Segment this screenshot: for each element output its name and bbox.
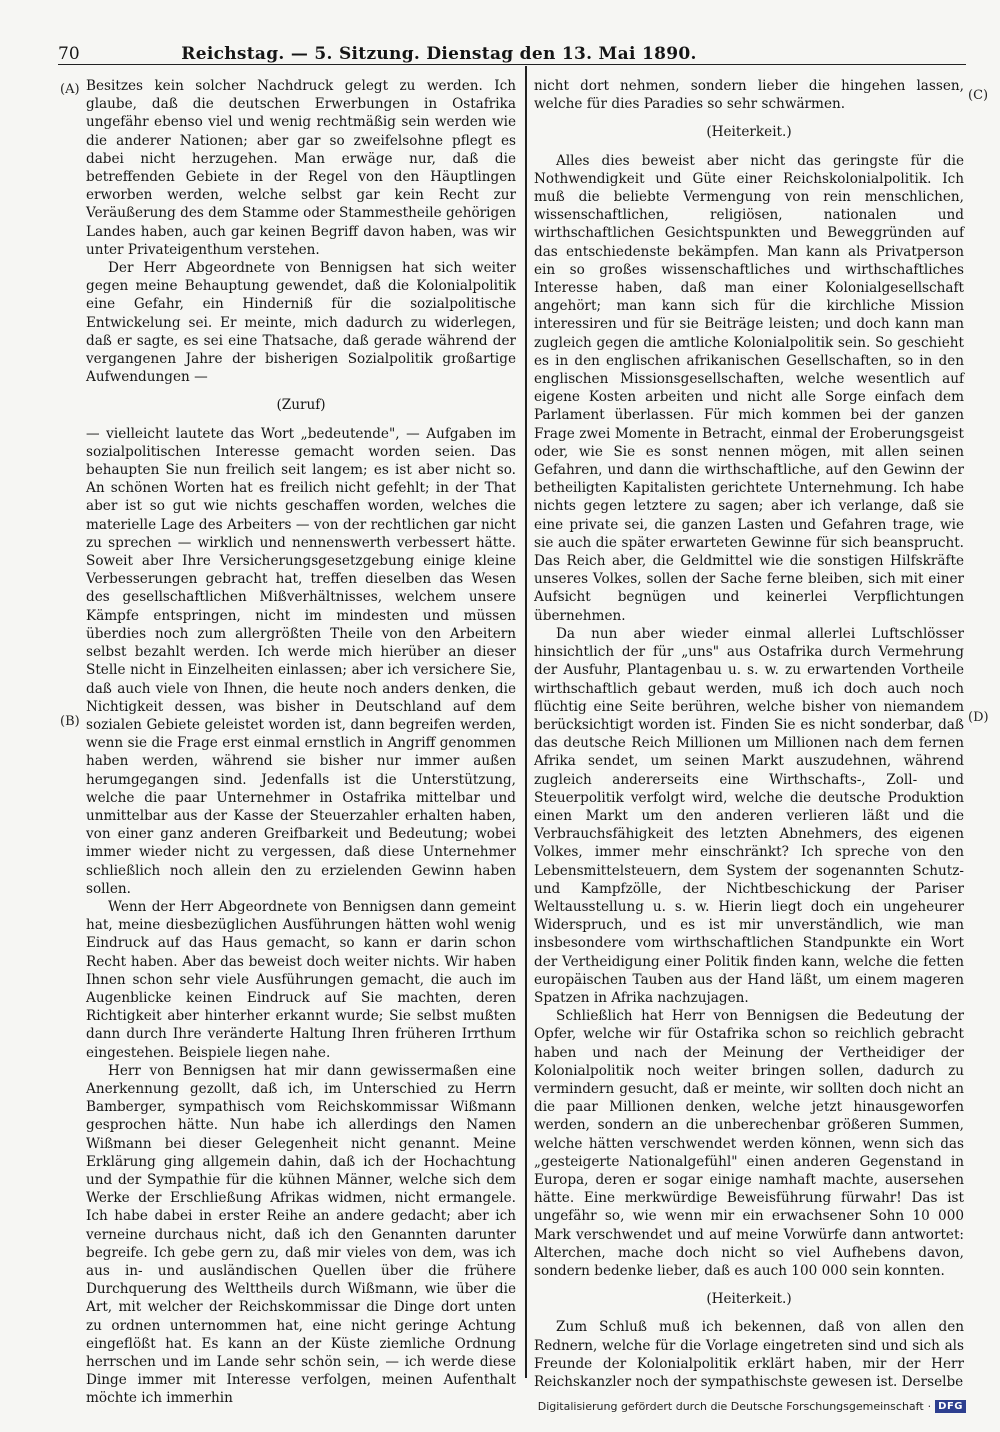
margin-marker-b: (B) <box>60 714 80 729</box>
page-header <box>58 30 760 64</box>
paragraph: Herr von Bennigsen hat mir dann gewissermaßen eine Anerkennung gezollt, daß ich, im Unterschied zu Herrn Bamberger, sympathisch vom Reichskommissar Wißmann gesprochen hätte. Nun habe ich allerdings den Namen Wißmann bei dieser Gelegenheit nicht genannt. Meine Erklärung ging allgemein dahin, daß ich der Hochachtung und der Sympathie für die kühnen Männer, welche sich dem Werke der Erschließung Afrikas widmen, nicht ermangele. Ich habe dabei in erster Reihe an andere gedacht; aber ich verneine durchaus nicht, daß ich den Genannten darunter begreife. Ich gebe gern zu, daß mir vieles von dem, was ich aus in- und ausländischen Quellen über die frühere Durchquerung des Welttheils durch Wißmann, wie über die Art, mit welcher der Reichskommissar die Dinge dort unten zu ordnen unternommen hat, eine nicht geringe Achtung eingeflößt hat. Es kann an der Küste ziemliche Ordnung herrschen und im Lande sehr schön sein, — ich werde diese Dinge immer mit Interesse verfolgen, meinen Aufenthalt möchte ich immerhin <box>86 1062 516 1407</box>
interjection: (Zuruf) <box>276 397 326 414</box>
interjection: (Heiterkeit.) <box>706 1291 792 1308</box>
paragraph: — vielleicht lautete das Wort „bedeutende", — Aufgaben im sozialpolitischen Interesse gemacht worden seien. Das behaupten Sie nun freilich seit langem; es ist aber nicht so. An schönen Worten hat es freilich nicht gefehlt; in der That aber ist so gut wie nichts geschaffen worden, welches die materielle Lage des Arbeiters — von der rechtlichen gar nicht zu sprechen — wirklich und nennenswerth verbessert hätte. Soweit aber Ihre Versicherungsgesetzgebung einige kleine Verbesserungen gebracht hat, treffen dieselben das Wesen des gesellschaftlichen Mißverhältnisses, welchem unsere Kämpfe entspringen, nicht im mindesten und müssen überdies noch zum allergrößten Theile von den Arbeitern selbst bezahlt werden. Ich werde mich hierüber an dieser Stelle nicht in Einzelheiten einlassen; aber ich versichere Sie, daß auch viele von Ihnen, die heute noch anders denken, die Nichtigkeit dessen, was bisher in Deutschland auf dem sozialen Gebiete geleistet worden ist, dann begreifen werden, wenn sie die Frage erst einmal ernstlich in Angriff genommen haben werden, während sie bisher nur immer außen herumgegangen sind. Jedenfalls ist die Unterstützung, welche die paar Unternehmer in Ostafrika mittelbar und unmittelbar aus der Kasse der Steuerzahler erhalten haben, von einer ganz anderen Greifbarkeit und Bedeutung; wobei immer wieder nicht zu vergessen, daß diese Unternehmer schließlich noch allein den zu erzielenden Gewinn haben sollen. <box>86 425 516 897</box>
paragraph: nicht dort nehmen, sondern lieber die hingehen lassen, welche für dies Paradies so sehr schwärmen. <box>534 78 964 113</box>
paragraph: Wenn der Herr Abgeordnete von Bennigsen dann gemeint hat, meine diesbezüglichen Ausführungen hätten wohl wenig Eindruck auf das Haus gemacht, so kann er darin schon Recht haben. Aber das beweist doch weiter nichts. Wir haben Ihnen schon sehr viele Ausführungen gemacht, die auch im Augenblicke keinen Eindruck auf Sie machten, deren Richtigkeit aber hinterher erkannt wurde; Sie selbst mußten dann durch Ihre veränderte Haltung Ihren früheren Irrthum eingestehen. Beispiele liegen nahe. <box>86 898 516 1061</box>
page-number: 70 <box>58 44 80 64</box>
footer-text: Digitalisierung gefördert durch die Deutsche Forschungsgemeinschaft <box>537 1400 924 1413</box>
column-divider <box>525 66 527 1378</box>
paragraph: Schließlich hat Herr von Bennigsen die Bedeutung der Opfer, welche wir für Ostafrika schon so reichlich gebracht haben und nach der Meinung der Vertheidiger der Kolonialpolitik noch weiter bringen sollen, dadurch zu vermindern gesucht, daß er meinte, wir sollten doch nicht an die paar Millionen denken, welche jetzt hinausgeworfen werden, sondern an die unberechenbar größeren Summen, welche hätten verschwendet werden können, wenn sich das „gesteigerte Nationalgefühl" einen anderen Gegenstand in Europa, deren er sogar einige namhaft machte, ausersehen hätte. Eine merkwürdige Beweisführung fürwahr! Das ist ungefähr so, wie wenn mir ein erwachsener Sohn 10 000 Mark verschwendet und auf meine Vorwürfe dann antwortet: Alterchen, mache doch nicht so viel Aufhebens davon, sondern bedenke lieber, daß es auch 100 000 sein konnten. <box>534 1008 964 1279</box>
dfg-logo-icon: DFG <box>935 1400 966 1413</box>
page-title: Reichstag. — 5. Sitzung. Dienstag den 13. Mai 1890. <box>181 44 697 64</box>
separator: · <box>927 1400 932 1413</box>
paragraph: Besitzes kein solcher Nachdruck gelegt zu werden. Ich glaube, daß die deutschen Erwerbungen in Ostafrika ungefähr ebenso viel und wenig rechtmäßig sein werden wie die anderer Nationen; aber gar so zweifelsohne pflegt es dabei nicht herzugehen. Man erwäge nur, daß die betreffenden Gebiete in der Regel von den Häuptlingen erworben werden, welche selbst gar kein Recht zur Veräußerung des dem Stamme oder Stammestheile gehörigen Landes haben, auch gar keinen Begriff davon haben, was wir unter Privateigenthum verstehen. <box>86 78 516 258</box>
paragraph: Zum Schluß muß ich bekennen, daß von allen den Rednern, welche für die Vorlage eingetreten sind und sich als Freunde der Kolonialpolitik erklärt haben, mir der Herr Reichskanzler noch der sympathischste gewesen ist. Derselbe <box>534 1319 964 1391</box>
header-rule <box>58 64 966 65</box>
paragraph: Alles dies beweist aber nicht das geringste für die Nothwendigkeit und Güte einer Reichskolonialpolitik. Ich muß die beliebte Vermengung von rein menschlichen, wissenschaftlichen, religiösen, nationalen und wirthschaftlichen Gesichtspunkten und Beweggründen auf das entschiedenste bekämpfen. Man kann als Privatperson ein so großes wissenschaftliches und wirthschaftliches Interesse haben, daß man einer Kolonialgesellschaft angehört; man kann sich für die kirchliche Mission interessiren und für sie Beiträge leisten; und doch kann man zugleich gegen die amtliche Kolonialpolitik sein. So geschieht es in den englischen afrikanischen Gesellschaften, so in den englischen Missionsgesellschaften, welche wesentlich auf eigene Kosten arbeiten und nicht alle Sorge einfach dem Parlament überlassen. Für mich kommen bei der ganzen Frage zwei Momente in Betracht, einmal der Eroberungsgeist oder, wie Sie es sonst nennen mögen, mit allen seinen Gefahren, und dann die wirthschaftliche, auf den Gewinn der betheiligten Kapitalisten gerichtete Unternehmung. Ich habe nichts gegen letztere zu sagen; aber ich verlange, daß sie eine private sei, die ganzen Lasten und Gefahren trage, wie sie auch die später erwarteten Gewinne für sich beansprucht. Das Reich aber, die Geldmittel wie die sonstigen Hilfskräfte unseres Volkes, sollen der Sache ferne bleiben, sich mit einer Aufsicht begnügen und keinerlei Verpflichtungen übernehmen. <box>534 152 964 624</box>
paragraph: Der Herr Abgeordnete von Bennigsen hat sich weiter gegen meine Behauptung gewendet, daß die Kolonialpolitik eine Gefahr, ein Hinderniß für die sozialpolitische Entwickelung sei. Er meinte, mich dadurch zu widerlegen, daß er sagte, es sei eine Thatsache, daß gerade während der vergangenen Jahre der bisherigen Sozialpolitik großartige Aufwendungen — <box>86 260 516 386</box>
left-column <box>86 77 516 1407</box>
right-column <box>534 77 964 1391</box>
margin-marker-d: (D) <box>968 710 989 725</box>
paragraph: Da nun aber wieder einmal allerlei Luftschlösser hinsichtlich der für „uns" aus Ostafrika durch Vermehrung der Ausfuhr, Plantagenbau u. s. w. zu erwartenden Vortheile wirthschaftlich gebaut werden, muß ich doch auch noch flüchtig eine Seite berühren, welche bisher von niemandem berücksichtigt worden ist. Finden Sie es nicht sonderbar, daß das deutsche Reich Millionen um Millionen nach dem fernen Afrika sendet, um seinen Markt auszudehnen, während zugleich andererseits eine Wirthschafts-, Zoll- und Steuerpolitik verfolgt wird, welche die deutsche Produktion einen Markt um den anderen verlieren läßt und die Verbrauchsfähigkeit des letzten Abnehmers, des eigenen Volkes, immer mehr einschränkt? Ich spreche von den Lebensmittelsteuern, dem System der sogenannten Schutz- und Kampfzölle, der Nichtbeschickung der Pariser Weltausstellung u. s. w. Hierin liegt doch ein ungeheurer Widerspruch, und es ist mir unverständlich, wie man insbesondere vom wirthschaftlichen Standpunkte ein Wort der Vertheidigung einer Politik finden kann, welche die fetten europäischen Tauben aus der Hand läßt, um einem mageren Spatzen in Afrika nachzujagen. <box>534 625 964 1006</box>
interjection: (Heiterkeit.) <box>706 124 792 141</box>
digitization-footer <box>538 1400 966 1413</box>
margin-marker-c: (C) <box>968 88 989 103</box>
margin-marker-a: (A) <box>60 82 80 97</box>
